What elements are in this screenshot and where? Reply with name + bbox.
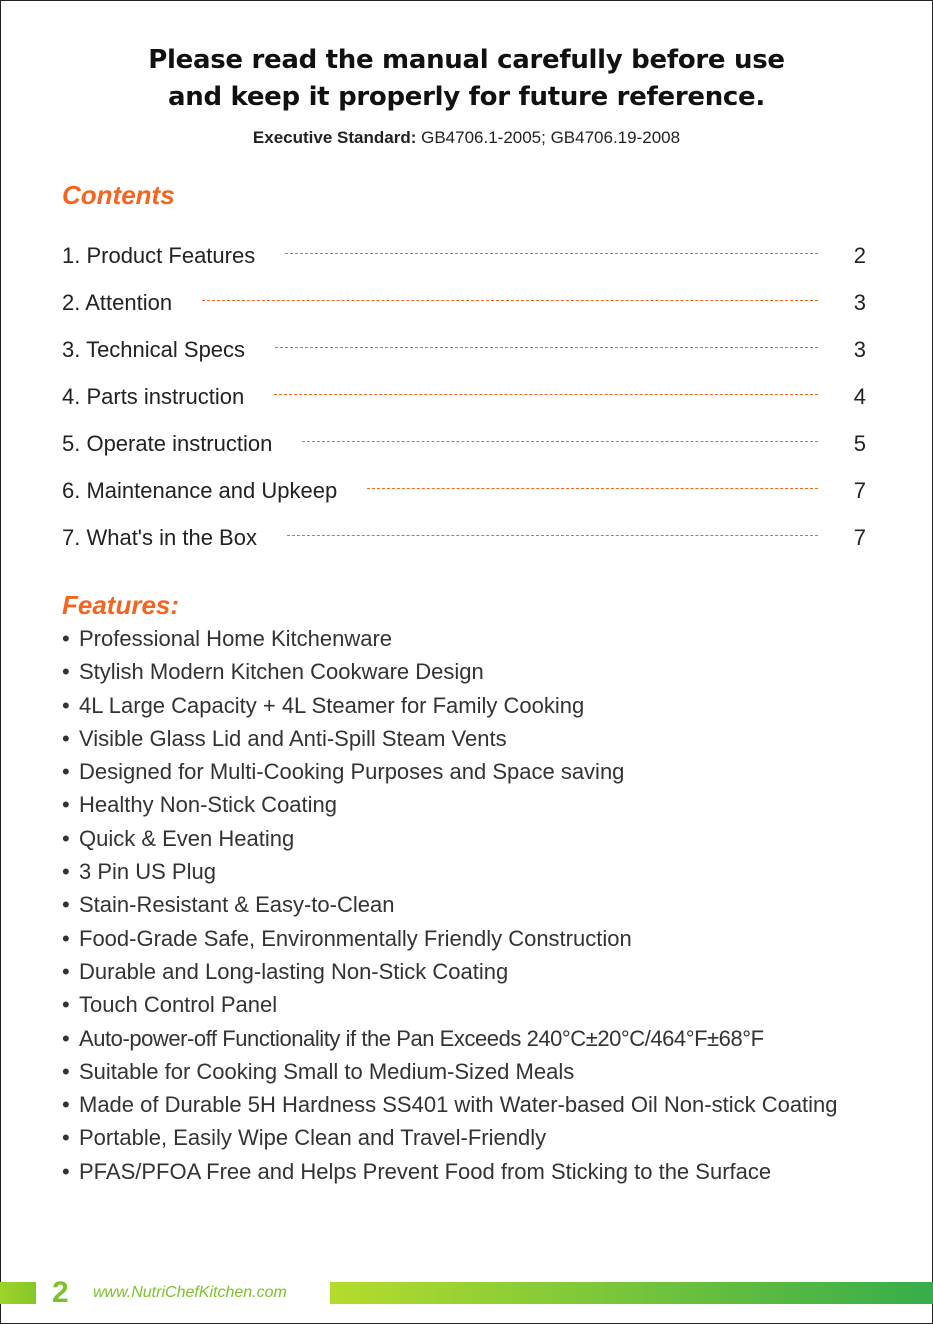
feature-text: Touch Control Panel bbox=[79, 992, 278, 1018]
bullet-icon: • bbox=[62, 825, 70, 851]
list-item bbox=[62, 788, 872, 821]
bullet-icon: • bbox=[62, 958, 70, 984]
toc-row bbox=[62, 326, 866, 373]
list-item bbox=[62, 855, 872, 888]
bullet-icon: • bbox=[62, 1158, 70, 1184]
list-item bbox=[62, 1055, 872, 1088]
website-url: www.NutriChefKitchen.com bbox=[93, 1284, 287, 1301]
toc-leader-dots bbox=[285, 253, 818, 254]
toc-row bbox=[62, 232, 866, 279]
executive-standard bbox=[0, 128, 933, 148]
feature-text: Professional Home Kitchenware bbox=[79, 626, 393, 651]
toc-page-number: 3 bbox=[853, 289, 866, 315]
footer-accent-bar-left bbox=[0, 1282, 36, 1304]
list-item bbox=[62, 722, 872, 755]
feature-text: Healthy Non-Stick Coating bbox=[79, 792, 338, 818]
list-item bbox=[62, 888, 872, 921]
bullet-icon: • bbox=[62, 1092, 70, 1118]
bullet-icon: • bbox=[62, 759, 70, 785]
footer bbox=[0, 1276, 933, 1310]
manual-title-line-1: Please read the manual carefully before use bbox=[148, 45, 785, 75]
toc-page-number: 5 bbox=[853, 430, 866, 456]
list-item bbox=[62, 988, 872, 1021]
toc-label: 4. Parts instruction bbox=[62, 383, 245, 409]
toc-page-number: 4 bbox=[853, 383, 866, 409]
toc-label: 7. What's in the Box bbox=[62, 524, 257, 550]
toc-page-number: 2 bbox=[853, 242, 866, 268]
toc-leader-dots bbox=[202, 300, 818, 301]
standard-label: Executive Standard: bbox=[252, 128, 417, 147]
toc-label: 5. Operate instruction bbox=[62, 430, 273, 456]
feature-text: 3 Pin US Plug bbox=[79, 859, 216, 885]
list-item bbox=[62, 755, 872, 788]
features-list bbox=[62, 622, 872, 1188]
feature-text: Stylish Modern Kitchen Cookware Design bbox=[79, 659, 484, 685]
list-item bbox=[62, 622, 872, 655]
feature-text: Designed for Multi-Cooking Purposes and Space saving bbox=[79, 759, 625, 785]
feature-text: Durable and Long-lasting Non-Stick Coating bbox=[79, 958, 509, 984]
feature-text: Visible Glass Lid and Anti-Spill Steam Vents bbox=[79, 725, 507, 751]
feature-text: Quick & Even Heating bbox=[79, 825, 295, 851]
toc-row bbox=[62, 514, 866, 561]
feature-text: Stain-Resistant & Easy-to-Clean bbox=[79, 892, 395, 918]
toc-leader-dots bbox=[275, 347, 818, 348]
contents-heading: Contents bbox=[62, 180, 175, 210]
toc-row bbox=[62, 279, 866, 326]
list-item bbox=[62, 922, 872, 955]
features-heading: Features: bbox=[62, 590, 180, 620]
list-item bbox=[62, 822, 872, 855]
toc-page-number: 3 bbox=[853, 336, 866, 362]
feature-text: Auto-power-off Functionality if the Pan Exceeds 240°C±20°C/464°F±68°F bbox=[79, 1025, 764, 1051]
bullet-icon: • bbox=[62, 792, 70, 818]
toc-row bbox=[62, 420, 866, 467]
list-item bbox=[62, 1121, 872, 1154]
bullet-icon: • bbox=[62, 1125, 70, 1151]
toc-leader-dots bbox=[302, 441, 818, 442]
toc-label: 3. Technical Specs bbox=[62, 336, 246, 362]
bullet-icon: • bbox=[62, 659, 70, 685]
bullet-icon: • bbox=[62, 992, 70, 1018]
table-of-contents bbox=[62, 232, 866, 561]
manual-title-line-2: and keep it properly for future reference. bbox=[168, 82, 765, 112]
list-item bbox=[62, 1022, 872, 1055]
bullet-icon: • bbox=[62, 925, 70, 951]
footer-accent-bar-right bbox=[330, 1282, 933, 1304]
list-item bbox=[62, 1155, 872, 1188]
feature-text: PFAS/PFOA Free and Helps Prevent Food from Sticking to the Surface bbox=[79, 1158, 772, 1184]
bullet-icon: • bbox=[62, 859, 70, 885]
bullet-icon: • bbox=[62, 1058, 70, 1084]
feature-text: 4L Large Capacity + 4L Steamer for Family Cooking bbox=[79, 692, 585, 718]
bullet-icon: • bbox=[62, 725, 70, 751]
toc-leader-dots bbox=[287, 535, 818, 536]
standard-value: GB4706.1-2005; GB4706.19-2008 bbox=[416, 128, 681, 147]
page-number: 2 bbox=[52, 1276, 69, 1309]
bullet-icon: • bbox=[62, 692, 70, 718]
toc-label: 1. Product Features bbox=[62, 242, 256, 268]
feature-text: Made of Durable 5H Hardness SS401 with Water-based Oil Non-stick Coating bbox=[79, 1092, 838, 1118]
bullet-icon: • bbox=[62, 892, 70, 918]
header bbox=[0, 42, 933, 148]
toc-leader-dots bbox=[274, 394, 818, 395]
toc-label: 2. Attention bbox=[62, 289, 173, 315]
toc-page-number: 7 bbox=[853, 524, 866, 550]
feature-text: Suitable for Cooking Small to Medium-Sized Meals bbox=[79, 1058, 575, 1084]
list-item bbox=[62, 655, 872, 688]
toc-row bbox=[62, 373, 866, 420]
bullet-icon: • bbox=[62, 626, 70, 651]
feature-text: Portable, Easily Wipe Clean and Travel-Friendly bbox=[79, 1125, 547, 1151]
toc-label: 6. Maintenance and Upkeep bbox=[62, 477, 338, 503]
list-item bbox=[62, 955, 872, 988]
bullet-icon: • bbox=[62, 1025, 70, 1051]
toc-page-number: 7 bbox=[853, 477, 866, 503]
toc-row bbox=[62, 467, 866, 514]
toc-leader-dots bbox=[367, 488, 818, 489]
list-item bbox=[62, 689, 872, 722]
feature-text: Food-Grade Safe, Environmentally Friendly Construction bbox=[79, 925, 632, 951]
list-item bbox=[62, 1088, 839, 1121]
